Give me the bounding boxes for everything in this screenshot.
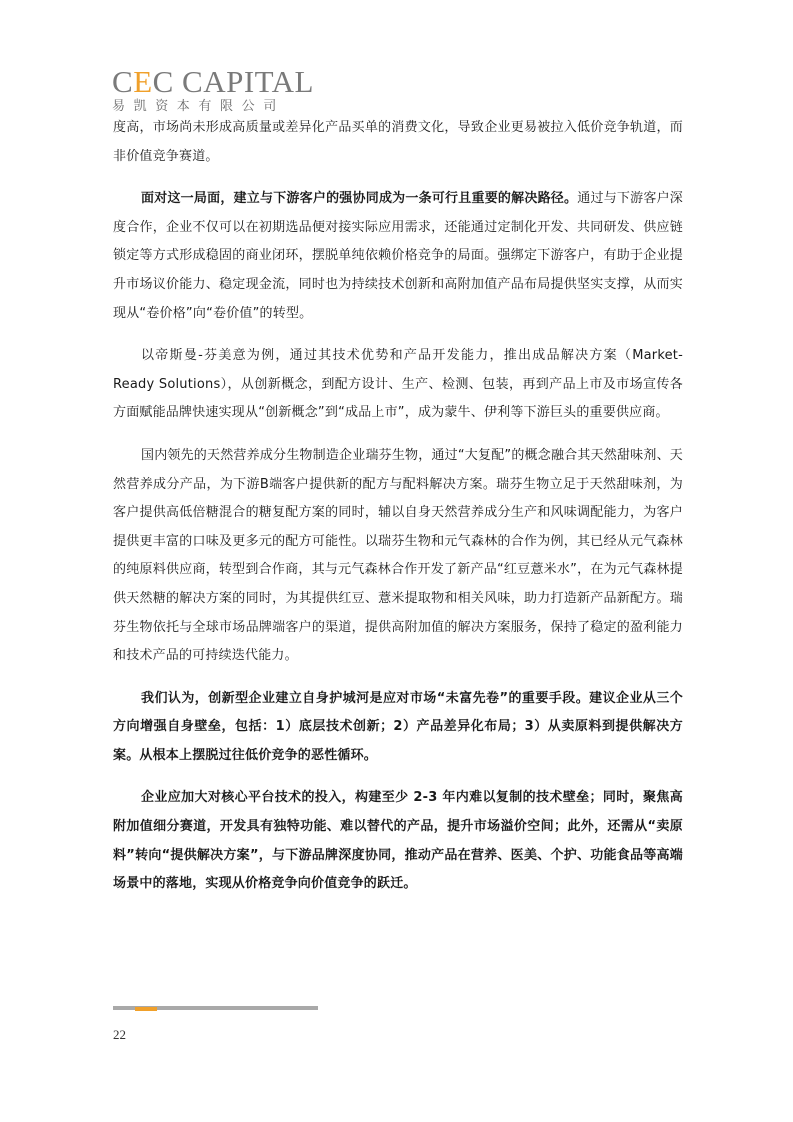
paragraph-moat-conclusion: 我们认为，创新型企业建立自身护城河是应对市场“未富先卷”的重要手段。建议企业从三个方向增强自身壁垒，包括：1）底层技术创新；2）产品差异化布局；3）从卖原料到提供解决方案。从根本上摆脱过往低价竞争的恶性循环。 <box>113 690 683 763</box>
paragraph-downstream-synergy <box>113 185 683 328</box>
document-body <box>113 114 683 913</box>
logo-subtitle: 易凯资本有限公司 <box>112 99 285 114</box>
footer-divider <box>113 1006 318 1010</box>
paragraph-recommendations: 企业应加大对核心平台技术的投入，构建至少 2-3 年内难以复制的技术壁垒；同时，聚焦高附加值细分赛道，开发具有独特功能、难以替代的产品，提升市场溢价空间；此外，还需从“卖原料”转向“提供解决方案”，与下游品牌深度协同，推动产品在营养、医美、个护、功能食品等高端场景中的落地，实现从价格竞争向价值竞争的跃迁。 <box>113 790 683 892</box>
page-number: 22 <box>113 1027 126 1042</box>
paragraph-ruifen-example: 国内领先的天然营养成分生物制造企业瑞芬生物，通过“大复配”的概念融合其天然甜味剂、天然营养成分产品，为下游B端客户提供新的配方与配料解决方案。瑞芬生物立足于天然甜味剂，为客户提供高低倍糖混合的糖复配方案的同时，辅以自身天然营养成分生产和风味调配能力，为客户提供更丰富的口味及更多元的配方可能性。以瑞芬生物和元气森林的合作为例，其已经从元气森林的纯原料供应商，转型到合作商，其与元气森林合作开发了新产品“红豆薏米水”，在为元气森林提供天然糖的解决方案的同时，为其提供红豆、薏米提取物和相关风味，助力打造新产品新配方。瑞芬生物依托与全球市场品牌端客户的渠道，提供高附加值的解决方案服务，保持了稳定的盈利能力和技术产品的可持续迭代能力。 <box>113 447 683 664</box>
logo-accent-letter: E <box>133 64 153 99</box>
paragraph-lead-bold: 面对这一局面，建立与下游客户的强协同成为一条可行且重要的解决路径。 <box>141 191 578 207</box>
paragraph-dsm-example: 以帝斯曼-芬美意为例，通过其技术优势和产品开发能力，推出成品解决方案（Market-Ready Solutions），从创新概念，到配方设计、生产、检测、包装，再到产品上市及市场宣传各方面赋能品牌快速实现从“创新概念”到“成品上市”，成为蒙牛、伊利等下游巨头的重要供应商。 <box>113 348 683 421</box>
footer-rule-accent <box>135 1007 157 1011</box>
paragraph-body-text: 通过与下游客户深度合作，企业不仅可以在初期选品便对接实际应用需求，还能通过定制化开发、共同研发、供应链锁定等方式形成稳固的商业闭环，摆脱单纯依赖价格竞争的局面。强绑定下游客户，有助于企业提升市场议价能力、稳定现金流，同时也为持续技术创新和高附加值产品布局提供坚实支撑，从而实现从“卷价格”向“卷价值”的转型。 <box>113 191 683 321</box>
logo-wordmark: CEC CAPITAL <box>112 64 314 99</box>
paragraph-continuation: 度高，市场尚未形成高质量或差异化产品买单的消费文化，导致企业更易被拉入低价竞争轨道，而非价值竞争赛道。 <box>113 120 683 164</box>
company-logo <box>112 66 314 115</box>
